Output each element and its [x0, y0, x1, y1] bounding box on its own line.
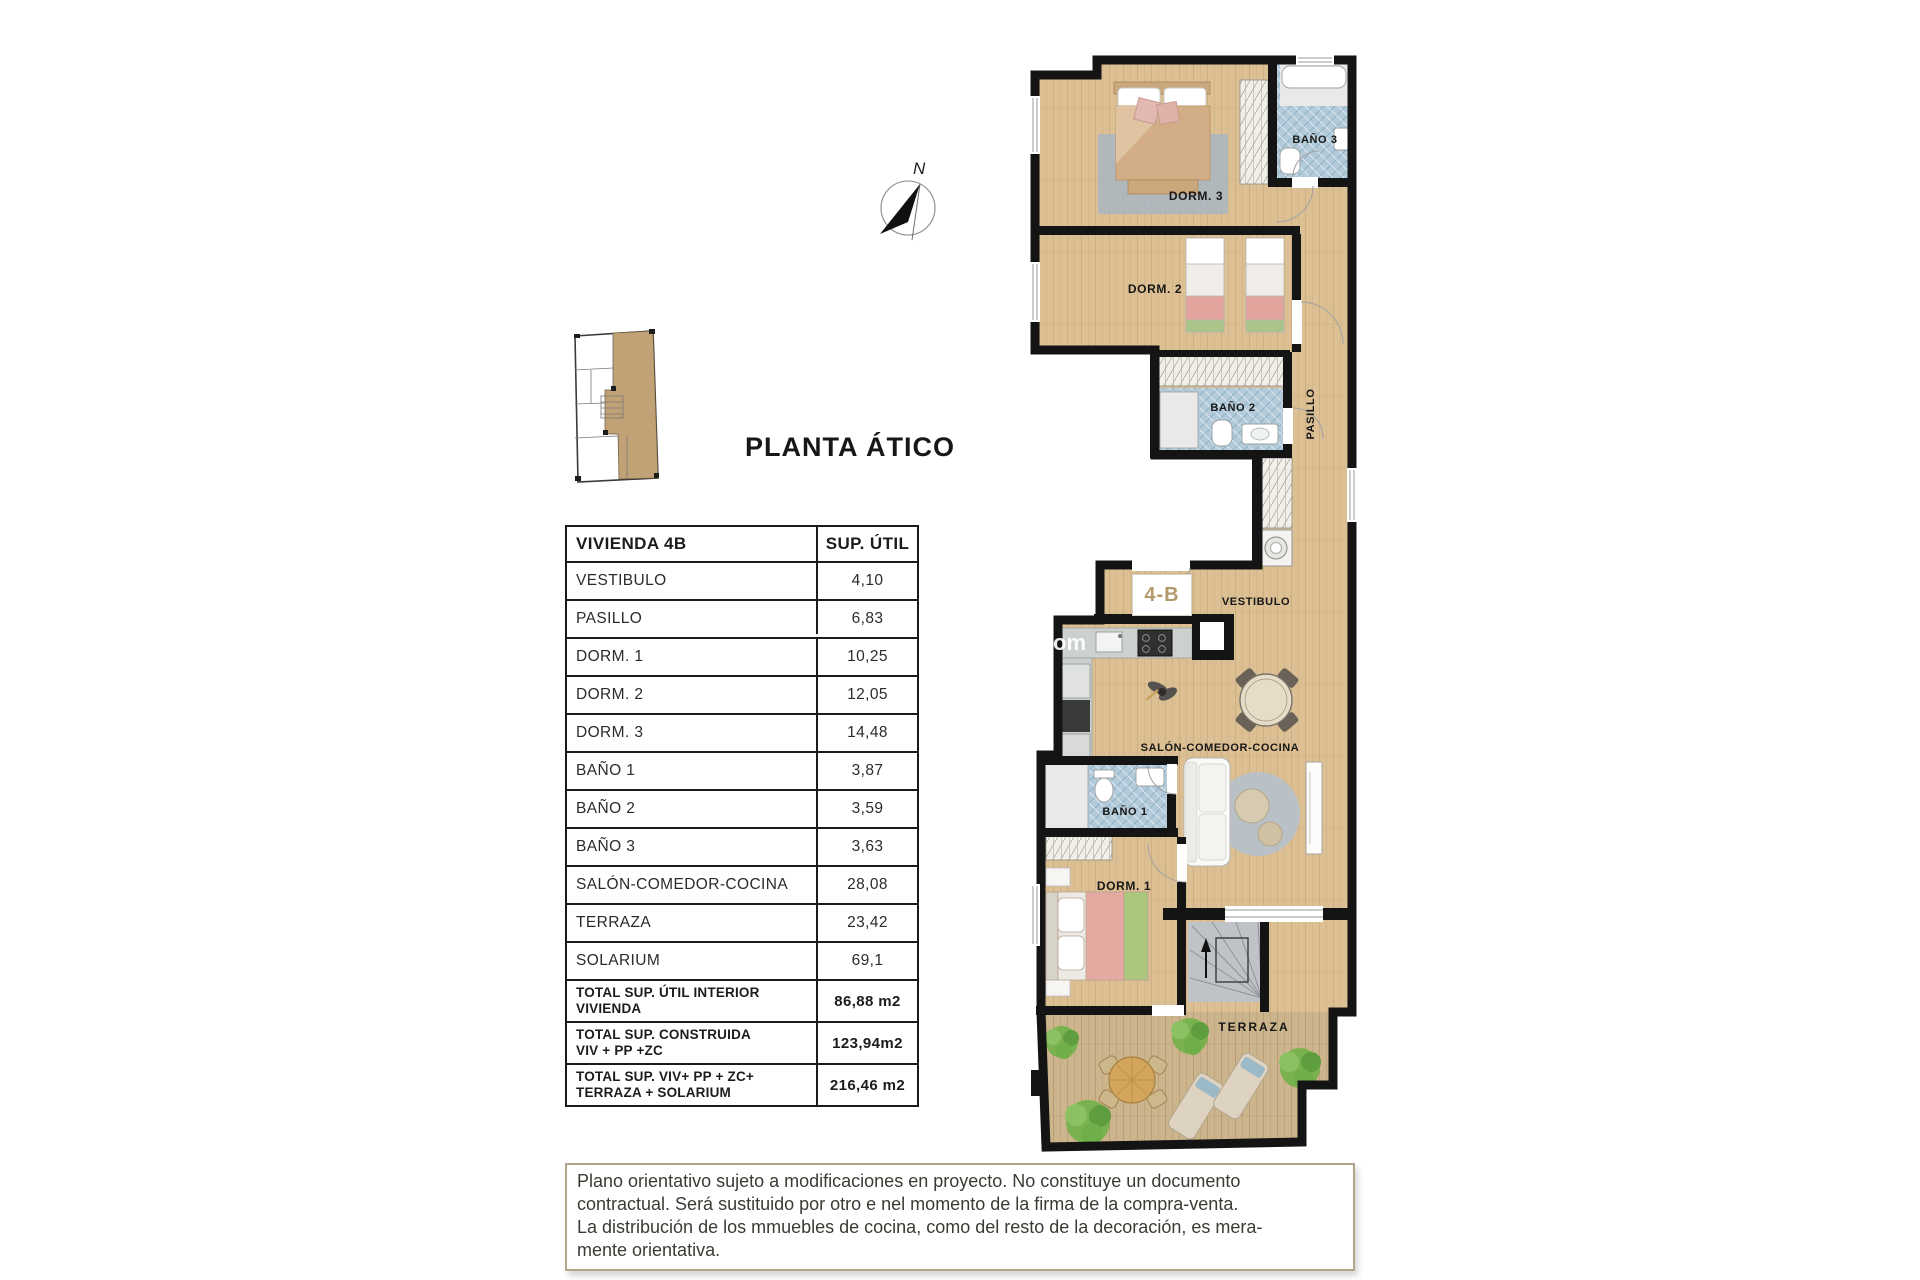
- kitchen-stove: [1138, 630, 1172, 656]
- pouf: [1235, 789, 1269, 823]
- room-area: 3,59: [851, 800, 884, 817]
- dining-table: [1234, 667, 1299, 733]
- table-row: [567, 867, 917, 905]
- total-label: TOTAL SUP. ÚTIL INTERIOR VIVIENDA: [567, 981, 818, 1021]
- table-row: [567, 677, 917, 715]
- label-bano1: BAÑO 1: [1102, 806, 1148, 818]
- table-row: [567, 753, 917, 791]
- table-row: [567, 829, 917, 867]
- room-area: 3,63: [851, 838, 884, 855]
- disclaimer-line: mente orientativa.: [577, 1240, 721, 1261]
- table-row: [567, 715, 917, 753]
- total-value: 216,46 m2: [829, 1076, 906, 1094]
- table-row: [567, 563, 917, 601]
- room-area: 23,42: [847, 914, 888, 931]
- disclaimer-line: contractual. Será sustituido por otro e nel momento de la firma de la compra-venta.: [577, 1194, 1239, 1215]
- label-vestibulo: VESTIBULO: [1221, 596, 1291, 608]
- label-dorm2: DORM. 2: [1127, 282, 1183, 296]
- areas-table-body: [567, 563, 917, 1105]
- tv-sideboard: [1306, 762, 1322, 854]
- dorm3-wardrobe: [1240, 80, 1268, 184]
- watermark-text: om: [1053, 630, 1086, 655]
- room-area: 10,25: [847, 648, 888, 665]
- corridor-wardrobe: [1258, 458, 1292, 528]
- label-bano3: BAÑO 3: [1292, 134, 1338, 146]
- label-dorm3: DORM. 3: [1168, 189, 1224, 203]
- bath2-toilet: [1212, 420, 1232, 446]
- table-total-row: [567, 1023, 917, 1065]
- watermark-dots: [815, 634, 915, 637]
- room-name: DORM. 2: [567, 677, 818, 713]
- table-total-row: [567, 981, 917, 1023]
- bath1-shower: [1044, 764, 1088, 830]
- room-name: DORM. 3: [567, 715, 818, 751]
- areas-table-header-room: VIVIENDA 4B: [567, 527, 818, 561]
- disclaimer-box: [565, 1163, 1355, 1271]
- room-name: BAÑO 1: [567, 753, 818, 789]
- bath3-toilet: [1280, 148, 1300, 174]
- label-pasillo: PASILLO: [1305, 388, 1317, 440]
- label-salon: SALÓN-COMEDOR-COCINA: [1140, 742, 1300, 754]
- areas-table: [565, 525, 919, 1107]
- room-name: PASILLO: [567, 601, 818, 637]
- entry-closet: [1200, 622, 1224, 650]
- washing-machine: [1260, 530, 1292, 566]
- room-name: SALÓN-COMEDOR-COCINA: [567, 867, 818, 903]
- kitchen-fridge: [1062, 664, 1090, 698]
- total-label: TOTAL SUP. CONSTRUIDA VIV + PP +ZC: [567, 1023, 818, 1063]
- table-row: [567, 905, 917, 943]
- dorm1-wardrobe: [1046, 836, 1112, 860]
- room-area: 28,08: [847, 876, 888, 893]
- areas-table-header: [567, 527, 917, 563]
- label-bano2: BAÑO 2: [1210, 402, 1256, 414]
- floor-plan: [1025, 48, 1365, 1158]
- room-name: DORM. 1: [567, 639, 818, 675]
- stairs: [1188, 922, 1262, 1002]
- bath3-tub: [1282, 66, 1346, 88]
- sofa: [1184, 758, 1230, 866]
- total-label: TOTAL SUP. VIV+ PP + ZC+ TERRAZA + SOLARIUM: [567, 1065, 818, 1105]
- pouf-small: [1258, 822, 1282, 846]
- unit-badge: 4-B: [1132, 574, 1192, 616]
- key-plan: [561, 326, 673, 488]
- bath1-toilet-tank: [1094, 770, 1114, 778]
- room-name: TERRAZA: [567, 905, 818, 941]
- kitchen-sink: [1096, 632, 1122, 652]
- label-dorm1: DORM. 1: [1096, 879, 1152, 893]
- room-name: BAÑO 2: [567, 791, 818, 827]
- page-title: PLANTA ÁTICO: [745, 432, 955, 462]
- room-area: 4,10: [851, 572, 884, 589]
- total-value: 123,94m2: [832, 1034, 903, 1052]
- room-name: BAÑO 3: [567, 829, 818, 865]
- table-row: [567, 791, 917, 829]
- room-name: VESTIBULO: [567, 563, 818, 599]
- hall-wardrobe: [1158, 356, 1284, 386]
- total-value: 86,88 m2: [834, 992, 901, 1010]
- room-area: 3,87: [851, 762, 884, 779]
- disclaimer-line: Plano orientativo sujeto a modificaciones en proyecto. No constituye un documento: [577, 1171, 1241, 1191]
- bath2-shower: [1160, 392, 1198, 448]
- room-area: 69,1: [851, 952, 884, 969]
- bath1-toilet: [1095, 778, 1113, 802]
- room-area: 12,05: [847, 686, 888, 703]
- areas-table-header-sup: SUP. ÚTIL: [825, 534, 910, 553]
- table-total-row: [567, 1065, 917, 1105]
- room-name: SOLARIUM: [567, 943, 818, 979]
- disclaimer-line: La distribución de los mmuebles de cocina, como del resto de la decoración, es mera-: [577, 1217, 1263, 1238]
- room-area: 14,48: [847, 724, 888, 741]
- label-terraza: TERRAZA: [1218, 1020, 1290, 1034]
- compass-rose-icon: [866, 138, 966, 248]
- table-row: [567, 639, 917, 677]
- kitchen-oven: [1062, 700, 1090, 732]
- room-area: 6,83: [851, 610, 884, 627]
- table-row: [567, 943, 917, 981]
- compass-north-label: N: [913, 159, 926, 178]
